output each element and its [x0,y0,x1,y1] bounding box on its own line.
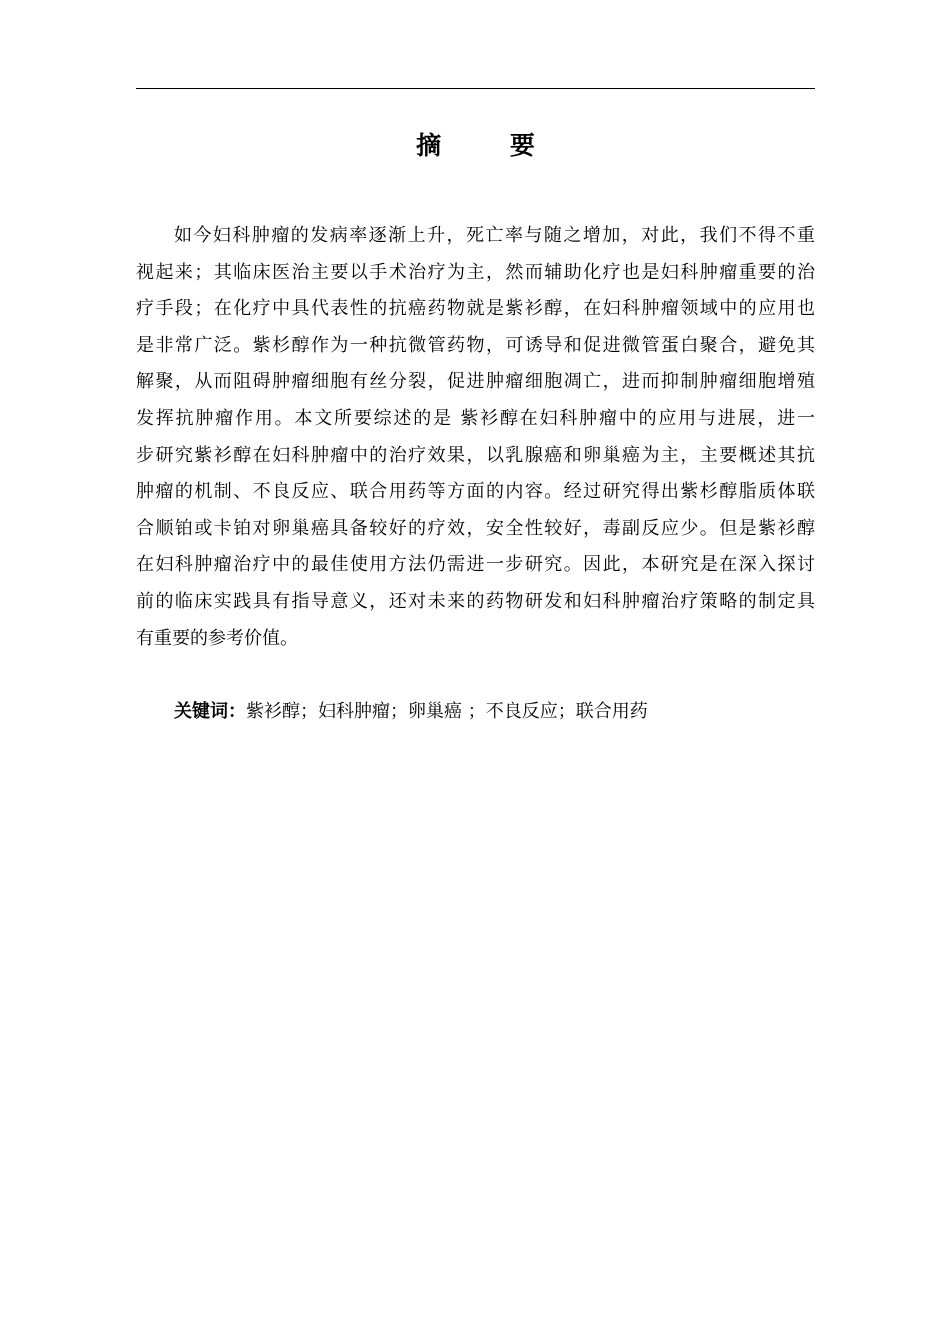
abstract-body [136,218,815,658]
abstract-line: 疗手段；在化疗中具代表性的抗癌药物就是紫衫醇，在妇科肿瘤领域中的应用也 [136,298,815,320]
keywords [174,697,648,727]
abstract-line: 有重要的参考价值。 [136,627,298,649]
keywords-text: 紫衫醇；妇科肿瘤；卵巢癌 ；不良反应；联合用药 [246,701,648,722]
abstract-line: 前的临床实践具有指导意义，还对未来的药物研发和妇科肿瘤治疗策略的制定具 [136,590,815,612]
abstract-line: 视起来；其临床医治主要以手术治疗为主，然而辅助化疗也是妇科肿瘤重要的治 [136,261,815,283]
abstract-line: 步研究紫衫醇在妇科肿瘤中的治疗效果，以乳腺癌和卵巢癌为主，主要概述其抗 [136,444,815,466]
abstract-line: 合顺铂或卡铂对卵巢癌具备较好的疗效，安全性较好，毒副反应少。但是紫衫醇 [136,517,815,539]
abstract-line: 是非常广泛。紫杉醇作为一种抗微管药物，可诱导和促进微管蛋白聚合，避免其 [136,334,815,356]
abstract-line: 发挥抗肿瘤作用。本文所要综述的是 紫衫醇在妇科肿瘤中的应用与进展，进一 [136,407,815,429]
abstract-line: 如今妇科肿瘤的发病率逐渐上升，死亡率与随之增加，对此，我们不得不重 [174,225,815,246]
keywords-label: 关键词： [174,701,246,722]
abstract-line: 肿瘤的机制、不良反应、联合用药等方面的内容。经过研究得出紫杉醇脂质体联 [136,481,815,503]
header-rule [136,88,815,89]
page-title: 摘 要 [416,131,565,160]
abstract-line: 在妇科肿瘤治疗中的最佳使用方法仍需进一步研究。因此，本研究是在深入探讨 [136,554,815,576]
abstract-line: 解聚，从而阻碍肿瘤细胞有丝分裂，促进肿瘤细胞凋亡，进而抑制肿瘤细胞增殖 [136,371,815,393]
